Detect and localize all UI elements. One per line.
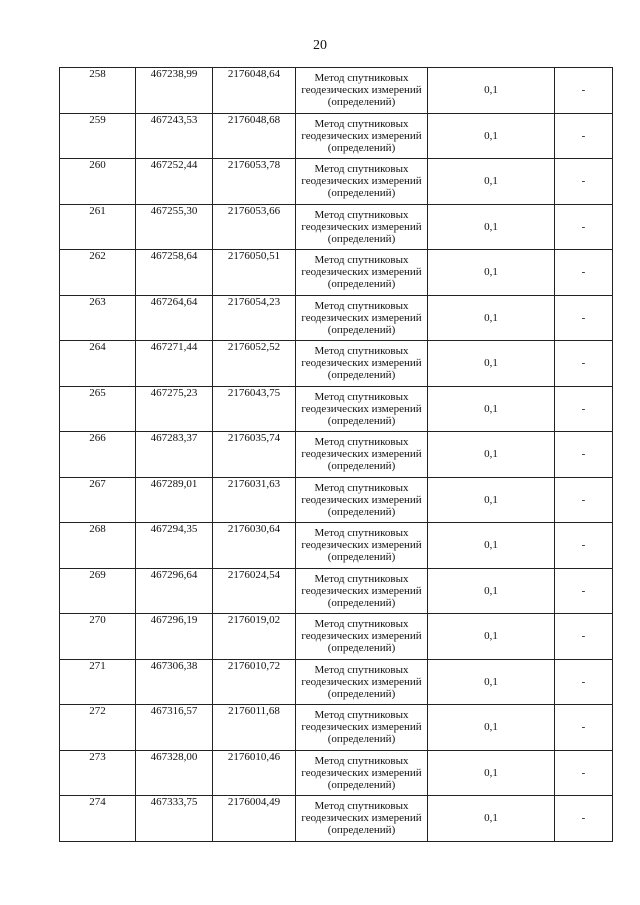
- table-row: [60, 386, 613, 432]
- y-coordinate-cell: 2176050,51: [213, 250, 296, 296]
- table-row: [60, 341, 613, 387]
- x-coordinate-cell: 467306,38: [136, 659, 213, 705]
- y-coordinate-cell: 2176052,52: [213, 341, 296, 387]
- note-cell: -: [555, 705, 613, 751]
- accuracy-cell: 0,1: [428, 204, 555, 250]
- table-row: [60, 568, 613, 614]
- note-cell: -: [555, 204, 613, 250]
- point-number-cell: 264: [60, 341, 136, 387]
- x-coordinate-cell: 467296,19: [136, 614, 213, 660]
- method-cell: Метод спутниковых геодезических измерений (определений): [296, 750, 428, 796]
- note-cell: -: [555, 68, 613, 114]
- x-coordinate-cell: 467289,01: [136, 477, 213, 523]
- table-row: [60, 477, 613, 523]
- note-cell: -: [555, 568, 613, 614]
- method-cell: Метод спутниковых геодезических измерений (определений): [296, 659, 428, 705]
- point-number-cell: 259: [60, 113, 136, 159]
- point-number-cell: 266: [60, 432, 136, 478]
- x-coordinate-cell: 467252,44: [136, 159, 213, 205]
- y-coordinate-cell: 2176010,46: [213, 750, 296, 796]
- table-row: [60, 159, 613, 205]
- point-number-cell: 261: [60, 204, 136, 250]
- y-coordinate-cell: 2176010,72: [213, 659, 296, 705]
- method-cell: Метод спутниковых геодезических измерений (определений): [296, 568, 428, 614]
- x-coordinate-cell: 467316,57: [136, 705, 213, 751]
- y-coordinate-cell: 2176053,66: [213, 204, 296, 250]
- note-cell: -: [555, 750, 613, 796]
- accuracy-cell: 0,1: [428, 113, 555, 159]
- y-coordinate-cell: 2176004,49: [213, 796, 296, 842]
- x-coordinate-cell: 467271,44: [136, 341, 213, 387]
- y-coordinate-cell: 2176048,64: [213, 68, 296, 114]
- accuracy-cell: 0,1: [428, 250, 555, 296]
- accuracy-cell: 0,1: [428, 68, 555, 114]
- method-cell: Метод спутниковых геодезических измерений (определений): [296, 796, 428, 842]
- x-coordinate-cell: 467275,23: [136, 386, 213, 432]
- accuracy-cell: 0,1: [428, 659, 555, 705]
- point-number-cell: 262: [60, 250, 136, 296]
- page-number: 20: [313, 38, 327, 53]
- x-coordinate-cell: 467333,75: [136, 796, 213, 842]
- accuracy-cell: 0,1: [428, 477, 555, 523]
- table-row: [60, 659, 613, 705]
- note-cell: -: [555, 432, 613, 478]
- table-row: [60, 705, 613, 751]
- x-coordinate-cell: 467264,64: [136, 295, 213, 341]
- method-cell: Метод спутниковых геодезических измерений (определений): [296, 204, 428, 250]
- y-coordinate-cell: 2176048,68: [213, 113, 296, 159]
- table-row: [60, 750, 613, 796]
- accuracy-cell: 0,1: [428, 705, 555, 751]
- y-coordinate-cell: 2176030,64: [213, 523, 296, 569]
- table-row: [60, 204, 613, 250]
- accuracy-cell: 0,1: [428, 159, 555, 205]
- point-number-cell: 260: [60, 159, 136, 205]
- y-coordinate-cell: 2176024,54: [213, 568, 296, 614]
- note-cell: -: [555, 477, 613, 523]
- accuracy-cell: 0,1: [428, 568, 555, 614]
- method-cell: Метод спутниковых геодезических измерений (определений): [296, 68, 428, 114]
- point-number-cell: 273: [60, 750, 136, 796]
- point-number-cell: 274: [60, 796, 136, 842]
- point-number-cell: 271: [60, 659, 136, 705]
- point-number-cell: 258: [60, 68, 136, 114]
- point-number-cell: 272: [60, 705, 136, 751]
- x-coordinate-cell: 467258,64: [136, 250, 213, 296]
- accuracy-cell: 0,1: [428, 386, 555, 432]
- accuracy-cell: 0,1: [428, 341, 555, 387]
- note-cell: -: [555, 159, 613, 205]
- note-cell: -: [555, 796, 613, 842]
- method-cell: Метод спутниковых геодезических измерений (определений): [296, 250, 428, 296]
- point-number-cell: 268: [60, 523, 136, 569]
- method-cell: Метод спутниковых геодезических измерений (определений): [296, 386, 428, 432]
- method-cell: Метод спутниковых геодезических измерений (определений): [296, 295, 428, 341]
- coordinates-table-body: [60, 68, 613, 842]
- table-row: [60, 250, 613, 296]
- point-number-cell: 267: [60, 477, 136, 523]
- method-cell: Метод спутниковых геодезических измерений (определений): [296, 432, 428, 478]
- coordinates-table: [59, 67, 613, 842]
- accuracy-cell: 0,1: [428, 523, 555, 569]
- note-cell: -: [555, 659, 613, 705]
- accuracy-cell: 0,1: [428, 750, 555, 796]
- method-cell: Метод спутниковых геодезических измерений (определений): [296, 523, 428, 569]
- point-number-cell: 269: [60, 568, 136, 614]
- point-number-cell: 263: [60, 295, 136, 341]
- note-cell: -: [555, 341, 613, 387]
- note-cell: -: [555, 386, 613, 432]
- accuracy-cell: 0,1: [428, 796, 555, 842]
- y-coordinate-cell: 2176054,23: [213, 295, 296, 341]
- method-cell: Метод спутниковых геодезических измерений (определений): [296, 113, 428, 159]
- table-row: [60, 68, 613, 114]
- x-coordinate-cell: 467328,00: [136, 750, 213, 796]
- y-coordinate-cell: 2176011,68: [213, 705, 296, 751]
- accuracy-cell: 0,1: [428, 432, 555, 478]
- x-coordinate-cell: 467296,64: [136, 568, 213, 614]
- method-cell: Метод спутниковых геодезических измерений (определений): [296, 159, 428, 205]
- method-cell: Метод спутниковых геодезических измерений (определений): [296, 477, 428, 523]
- table-row: [60, 523, 613, 569]
- point-number-cell: 265: [60, 386, 136, 432]
- accuracy-cell: 0,1: [428, 614, 555, 660]
- x-coordinate-cell: 467283,37: [136, 432, 213, 478]
- method-cell: Метод спутниковых геодезических измерений (определений): [296, 705, 428, 751]
- note-cell: -: [555, 614, 613, 660]
- table-row: [60, 295, 613, 341]
- y-coordinate-cell: 2176031,63: [213, 477, 296, 523]
- x-coordinate-cell: 467255,30: [136, 204, 213, 250]
- table-row: [60, 614, 613, 660]
- note-cell: -: [555, 250, 613, 296]
- y-coordinate-cell: 2176053,78: [213, 159, 296, 205]
- table-row: [60, 796, 613, 842]
- x-coordinate-cell: 467238,99: [136, 68, 213, 114]
- method-cell: Метод спутниковых геодезических измерений (определений): [296, 614, 428, 660]
- point-number-cell: 270: [60, 614, 136, 660]
- accuracy-cell: 0,1: [428, 295, 555, 341]
- note-cell: -: [555, 523, 613, 569]
- note-cell: -: [555, 113, 613, 159]
- method-cell: Метод спутниковых геодезических измерений (определений): [296, 341, 428, 387]
- x-coordinate-cell: 467294,35: [136, 523, 213, 569]
- y-coordinate-cell: 2176043,75: [213, 386, 296, 432]
- y-coordinate-cell: 2176035,74: [213, 432, 296, 478]
- y-coordinate-cell: 2176019,02: [213, 614, 296, 660]
- table-row: [60, 432, 613, 478]
- table-row: [60, 113, 613, 159]
- x-coordinate-cell: 467243,53: [136, 113, 213, 159]
- note-cell: -: [555, 295, 613, 341]
